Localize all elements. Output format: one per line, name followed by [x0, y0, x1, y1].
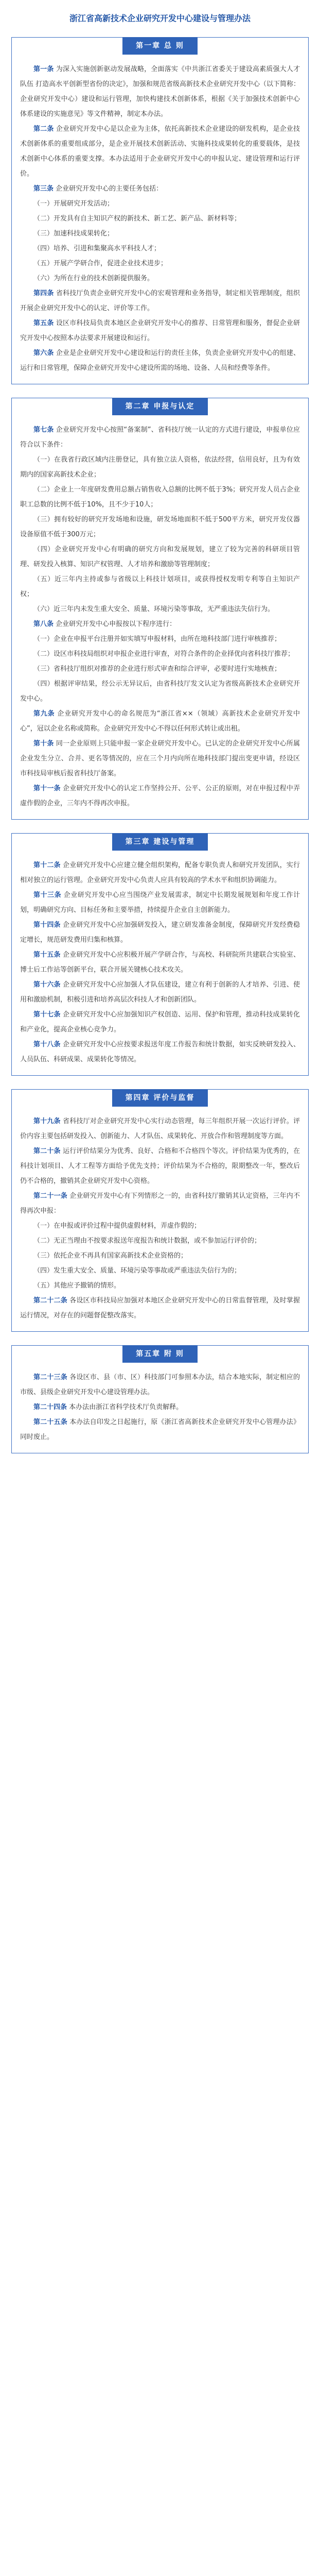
article-paragraph — [20, 256, 300, 271]
article-paragraph — [20, 647, 300, 662]
article-number: 第十三条 — [33, 891, 62, 899]
chapter-header — [12, 37, 308, 55]
article-text: 企业研究开发中心的主要任务包括： — [56, 185, 163, 193]
article-paragraph — [20, 1248, 300, 1263]
chapter-body — [12, 55, 308, 384]
article-paragraph — [20, 122, 300, 181]
article-paragraph — [20, 422, 300, 452]
chapter-section — [11, 398, 309, 820]
article-paragraph — [20, 1400, 300, 1415]
article-number: 第一条 — [33, 65, 54, 73]
article-text: （三）依托企业不再具有国家高新技术企业资格的； — [33, 1252, 188, 1260]
article-paragraph — [20, 1189, 300, 1218]
article-text: （六）为所在行业的技术创新提供服务。 — [33, 275, 154, 282]
article-paragraph — [20, 542, 300, 572]
article-paragraph — [20, 346, 300, 376]
article-paragraph — [20, 858, 300, 888]
article-paragraph — [20, 676, 300, 706]
article-number: 第七条 — [33, 426, 54, 434]
article-text: 企业研究开发中心的命名规范为“浙江省××（领域）高新技术企业研究开发中心”，冠以企业名称或简称。企业研究开发中心不得以任何形式转让或出租。 — [20, 710, 300, 733]
chapter-title: 第一章 总 则 — [122, 37, 198, 55]
article-paragraph — [20, 1144, 300, 1189]
article-number: 第二十一条 — [33, 1192, 67, 1200]
article-paragraph — [20, 1218, 300, 1233]
article-paragraph — [20, 1233, 300, 1248]
article-paragraph — [20, 1293, 300, 1323]
article-number: 第二十四条 — [33, 1403, 67, 1411]
article-paragraph — [20, 452, 300, 482]
article-text: （四）企业研究开发中心有明确的研究方向和发展规划，建立了较为完善的科研项目管理、研发投入核算、知识产权管理、人才培养和激励等管理制度； — [20, 546, 300, 568]
article-paragraph — [20, 1007, 300, 1037]
article-paragraph — [20, 482, 300, 512]
article-text: （二）设区市科技局组织对申报企业进行审查，对符合条件的企业择优向省科技厅推荐； — [33, 650, 295, 658]
article-text: 本办法自印发之日起施行，原《浙江省高新技术企业研究开发中心管理办法》同时废止。 — [20, 1418, 300, 1441]
article-text: （三）拥有较好的研究开发场地和设施，研发场地面积不低于500平方米，研究开发仪器设备原值不低于300万元； — [20, 516, 300, 538]
article-number: 第三条 — [33, 185, 54, 193]
chapter-header — [12, 1089, 308, 1107]
article-paragraph — [20, 632, 300, 647]
article-number: 第五条 — [33, 319, 54, 327]
article-text: 为深入实施创新驱动发展战略，全面落实《中共浙江省委关于建设高素质强大人才队伍 打造高水平创新型省份的决定》，加强和规范省级高新技术企业研究开发中心（以下简称：企业研究开发中心）建设和运行管理，加快构建技术创新体系，根据《关于加强技术创新中心体系建设的实施意见》等文件精神，制定本办法。 — [20, 65, 300, 118]
article-text: （五）开展产学研合作，促进企业技术进步； — [33, 260, 168, 267]
article-paragraph — [20, 1263, 300, 1278]
article-text: （五）近三年内主持或参与省级以上科技计划项目，或获得授权发明专利等自主知识产权； — [20, 575, 300, 598]
article-text: （一）在申报或评价过程中提供虚假材料，弄虚作假的； — [33, 1222, 201, 1230]
article-text: （六）近三年内未发生重大安全、质量、环境污染等事故，无严重违法失信行为。 — [33, 605, 275, 613]
chapter-title: 第四章 评价与监督 — [112, 1089, 208, 1107]
article-paragraph — [20, 316, 300, 346]
article-number: 第十一条 — [33, 785, 61, 792]
article-paragraph — [20, 181, 300, 196]
article-number: 第八条 — [33, 620, 54, 628]
article-number: 第十九条 — [33, 1117, 61, 1125]
article-paragraph — [20, 602, 300, 617]
article-paragraph — [20, 512, 300, 542]
article-text: 企业是企业研究开发中心建设和运行的责任主体，负责企业研究开发中心的组建、运行和日常管理，保障企业研究开发中心建设所需的场地、设备、人员和经费等条件。 — [20, 349, 300, 372]
article-paragraph — [20, 706, 300, 736]
article-number: 第六条 — [33, 349, 54, 357]
article-text: （五）其他应予撤销的情形。 — [33, 1282, 121, 1290]
chapter-header — [12, 398, 308, 415]
article-number: 第十六条 — [33, 981, 61, 989]
article-paragraph — [20, 662, 300, 676]
article-text: （四）发生重大安全、质量、环境污染等事故或严重违法失信行为的； — [33, 1267, 241, 1275]
article-text: 各设区市科技局应加强对本地区企业研究开发中心的日常监督管理，及时掌握运行情况，对存在的问题督促整改落实。 — [20, 1297, 300, 1319]
article-paragraph — [20, 1037, 300, 1067]
chapter-body — [12, 851, 308, 1075]
article-paragraph — [20, 947, 300, 977]
article-number: 第二条 — [33, 125, 54, 133]
article-text: 企业研究开发中心应按要求报送年度工作报告和统计数据，如实反映研发投入、人员队伍、科研成果、成果转化等情况。 — [20, 1041, 300, 1063]
article-text: （三）加速科技成果转化； — [33, 230, 114, 238]
chapter-title: 第二章 申报与认定 — [112, 398, 208, 415]
article-paragraph — [20, 211, 300, 226]
chapter-section — [11, 1345, 309, 1453]
article-paragraph — [20, 271, 300, 286]
chapter-header — [12, 833, 308, 851]
article-text: 企业研究开发中心是以企业为主体，依托高新技术企业建设的研发机构，是企业技术创新体系的重要组成部分，是企业开展技术创新活动、实施科技成果转化的重要载体，是技术创新中心体系的重要支撑。本办法适用于企业研究开发中心的申报认定、建设管理和运行评价。 — [20, 125, 300, 178]
article-text: 企业研究开发中心按照“备案制”、省科技厅统一认定的方式进行建设，申报单位应符合以下条件： — [20, 426, 300, 449]
article-text: 本办法由浙江省科学技术厅负责解释。 — [69, 1403, 183, 1411]
article-number: 第十条 — [33, 740, 54, 748]
article-paragraph — [20, 241, 300, 256]
article-paragraph — [20, 62, 300, 122]
article-number: 第二十条 — [33, 1147, 61, 1155]
article-text: （一）企业在申报平台注册并如实填写申报材料，由所在地科技部门进行审核推荐； — [33, 635, 281, 643]
article-number: 第十五条 — [33, 951, 61, 959]
article-text: （二）开发具有自主知识产权的新技术、新工艺、新产品、新材料等； — [33, 215, 241, 223]
chapter-section — [11, 1089, 309, 1332]
article-paragraph — [20, 1415, 300, 1445]
article-text: （三）省科技厅组织对推荐的企业进行形式审查和综合评审，必要时进行实地核查； — [33, 665, 281, 673]
article-number: 第二十二条 — [33, 1297, 67, 1304]
article-text: 运行评价结果分为优秀、良好、合格和不合格四个等次。评价结果为优秀的，在科技计划项目、人才工程等方面给予优先支持；评价结果为不合格的，限期整改一年，整改后仍不合格的，撤销其企业研究开发中心资格。 — [20, 1147, 300, 1185]
article-number: 第二十三条 — [33, 1374, 67, 1381]
document-title: 浙江省高新技术企业研究开发中心建设与管理办法 — [69, 13, 251, 23]
article-text: 企业研究开发中心应加强人才队伍建设，建立有利于创新的人才培养、引进、使用和激励机制，积极引进和培养高层次科技人才和创新团队。 — [20, 981, 300, 1004]
article-paragraph — [20, 1114, 300, 1144]
article-text: 企业研究开发中心有下列情形之一的，由省科技厅撤销其认定资格，三年内不得再次申报： — [20, 1192, 300, 1215]
article-paragraph — [20, 1278, 300, 1293]
article-text: 同一企业原则上只能申报一家企业研究开发中心。已认定的企业研究开发中心所属企业发生分立、合并、更名等情况的，应在三个月内向所在地科技部门提出变更申请，经设区市科技局审核后报省科技厅备案。 — [20, 740, 300, 777]
article-paragraph — [20, 1370, 300, 1400]
article-text: （二）无正当理由不按要求报送年度报告和统计数据，或不参加运行评价的； — [33, 1237, 261, 1245]
article-number: 第十七条 — [33, 1011, 61, 1019]
chapter-body — [12, 1363, 308, 1453]
article-text: 企业研究开发中心应加强研发投入，建立研发准备金制度，保障研究开发经费稳定增长，规范研发费用归集和核算。 — [20, 921, 300, 944]
chapter-body — [12, 415, 308, 819]
article-text: 企业研究开发中心的认定工作坚持公开、公平、公正的原则，对在申报过程中弄虚作假的企业，三年内不得再次申报。 — [20, 785, 300, 807]
article-number: 第九条 — [33, 710, 55, 718]
article-paragraph — [20, 226, 300, 241]
article-paragraph — [20, 977, 300, 1007]
article-paragraph — [20, 736, 300, 781]
chapters-container — [11, 37, 309, 1453]
article-number: 第二十五条 — [33, 1418, 67, 1426]
article-text: （一）在我省行政区域内注册登记，具有独立法人资格，依法经营，信用良好，且为有效期内的国家高新技术企业； — [20, 456, 300, 479]
chapter-section — [11, 833, 309, 1076]
article-text: （二）企业上一年度研发费用总额占销售收入总额的比例不低于3%；研究开发人员占企业职工总数的比例不低于10%，且不少于10人； — [20, 486, 300, 509]
article-text: 各设区市、县（市、区）科技部门可参照本办法，结合本地实际，制定相应的市级、县级企业研究开发中心建设管理办法。 — [20, 1374, 300, 1396]
chapter-header — [12, 1345, 308, 1363]
article-text: 企业研究开发中心应加强知识产权创造、运用、保护和管理，推动科技成果转化和产业化，提高企业核心竞争力。 — [20, 1011, 300, 1033]
chapter-title: 第五章 附 则 — [122, 1345, 198, 1363]
article-paragraph — [20, 286, 300, 316]
article-number: 第四条 — [33, 290, 54, 297]
article-paragraph — [20, 572, 300, 602]
article-text: 企业研究开发中心申报按以下程序进行： — [56, 620, 176, 628]
article-paragraph — [20, 888, 300, 918]
article-number: 第十二条 — [33, 861, 61, 869]
chapter-section — [11, 37, 309, 384]
article-text: （四）培养、引进和集聚高水平科技人才； — [33, 245, 161, 252]
article-paragraph — [20, 617, 300, 632]
chapter-title: 第三章 建设与管理 — [112, 833, 208, 851]
article-paragraph — [20, 781, 300, 811]
article-text: 企业研究开发中心应建立健全组织架构，配备专职负责人和研究开发团队，实行相对独立的运行管理。企业研究开发中心负责人应具有较高的学术水平和组织协调能力。 — [20, 861, 300, 884]
article-number: 第十四条 — [33, 921, 61, 929]
article-text: （一）开展研究开发活动； — [33, 200, 114, 208]
article-text: 省科技厅对企业研究开发中心实行动态管理，每三年组织开展一次运行评价。评价内容主要包括研发投入、创新能力、人才队伍、成果转化、开放合作和管理制度等方面。 — [20, 1117, 300, 1140]
article-text: 设区市科技局负责本地区企业研究开发中心的推荐、日常管理和服务，督促企业研究开发中心按照本办法要求开展建设和运行。 — [20, 319, 300, 342]
article-text: （四）根据评审结果，经公示无异议后，由省科技厅发文认定为省级高新技术企业研究开发中心。 — [20, 680, 300, 703]
article-paragraph — [20, 918, 300, 947]
article-text: 省科技厅负责企业研究开发中心的宏观管理和业务指导，制定相关管理制度，组织开展企业研究开发中心的认定、评价等工作。 — [20, 290, 300, 312]
article-number: 第十八条 — [33, 1041, 61, 1048]
article-paragraph — [20, 196, 300, 211]
article-text: 企业研究开发中心应积极开展产学研合作，与高校、科研院所共建联合实验室、博士后工作站等创新平台，联合开展关键核心技术攻关。 — [20, 951, 300, 974]
article-text: 企业研究开发中心应当围绕产业发展需求，制定中长期发展规划和年度工作计划，明确研究方向、目标任务和主要举措，持续提升企业自主创新能力。 — [20, 891, 300, 914]
chapter-body — [12, 1107, 308, 1331]
